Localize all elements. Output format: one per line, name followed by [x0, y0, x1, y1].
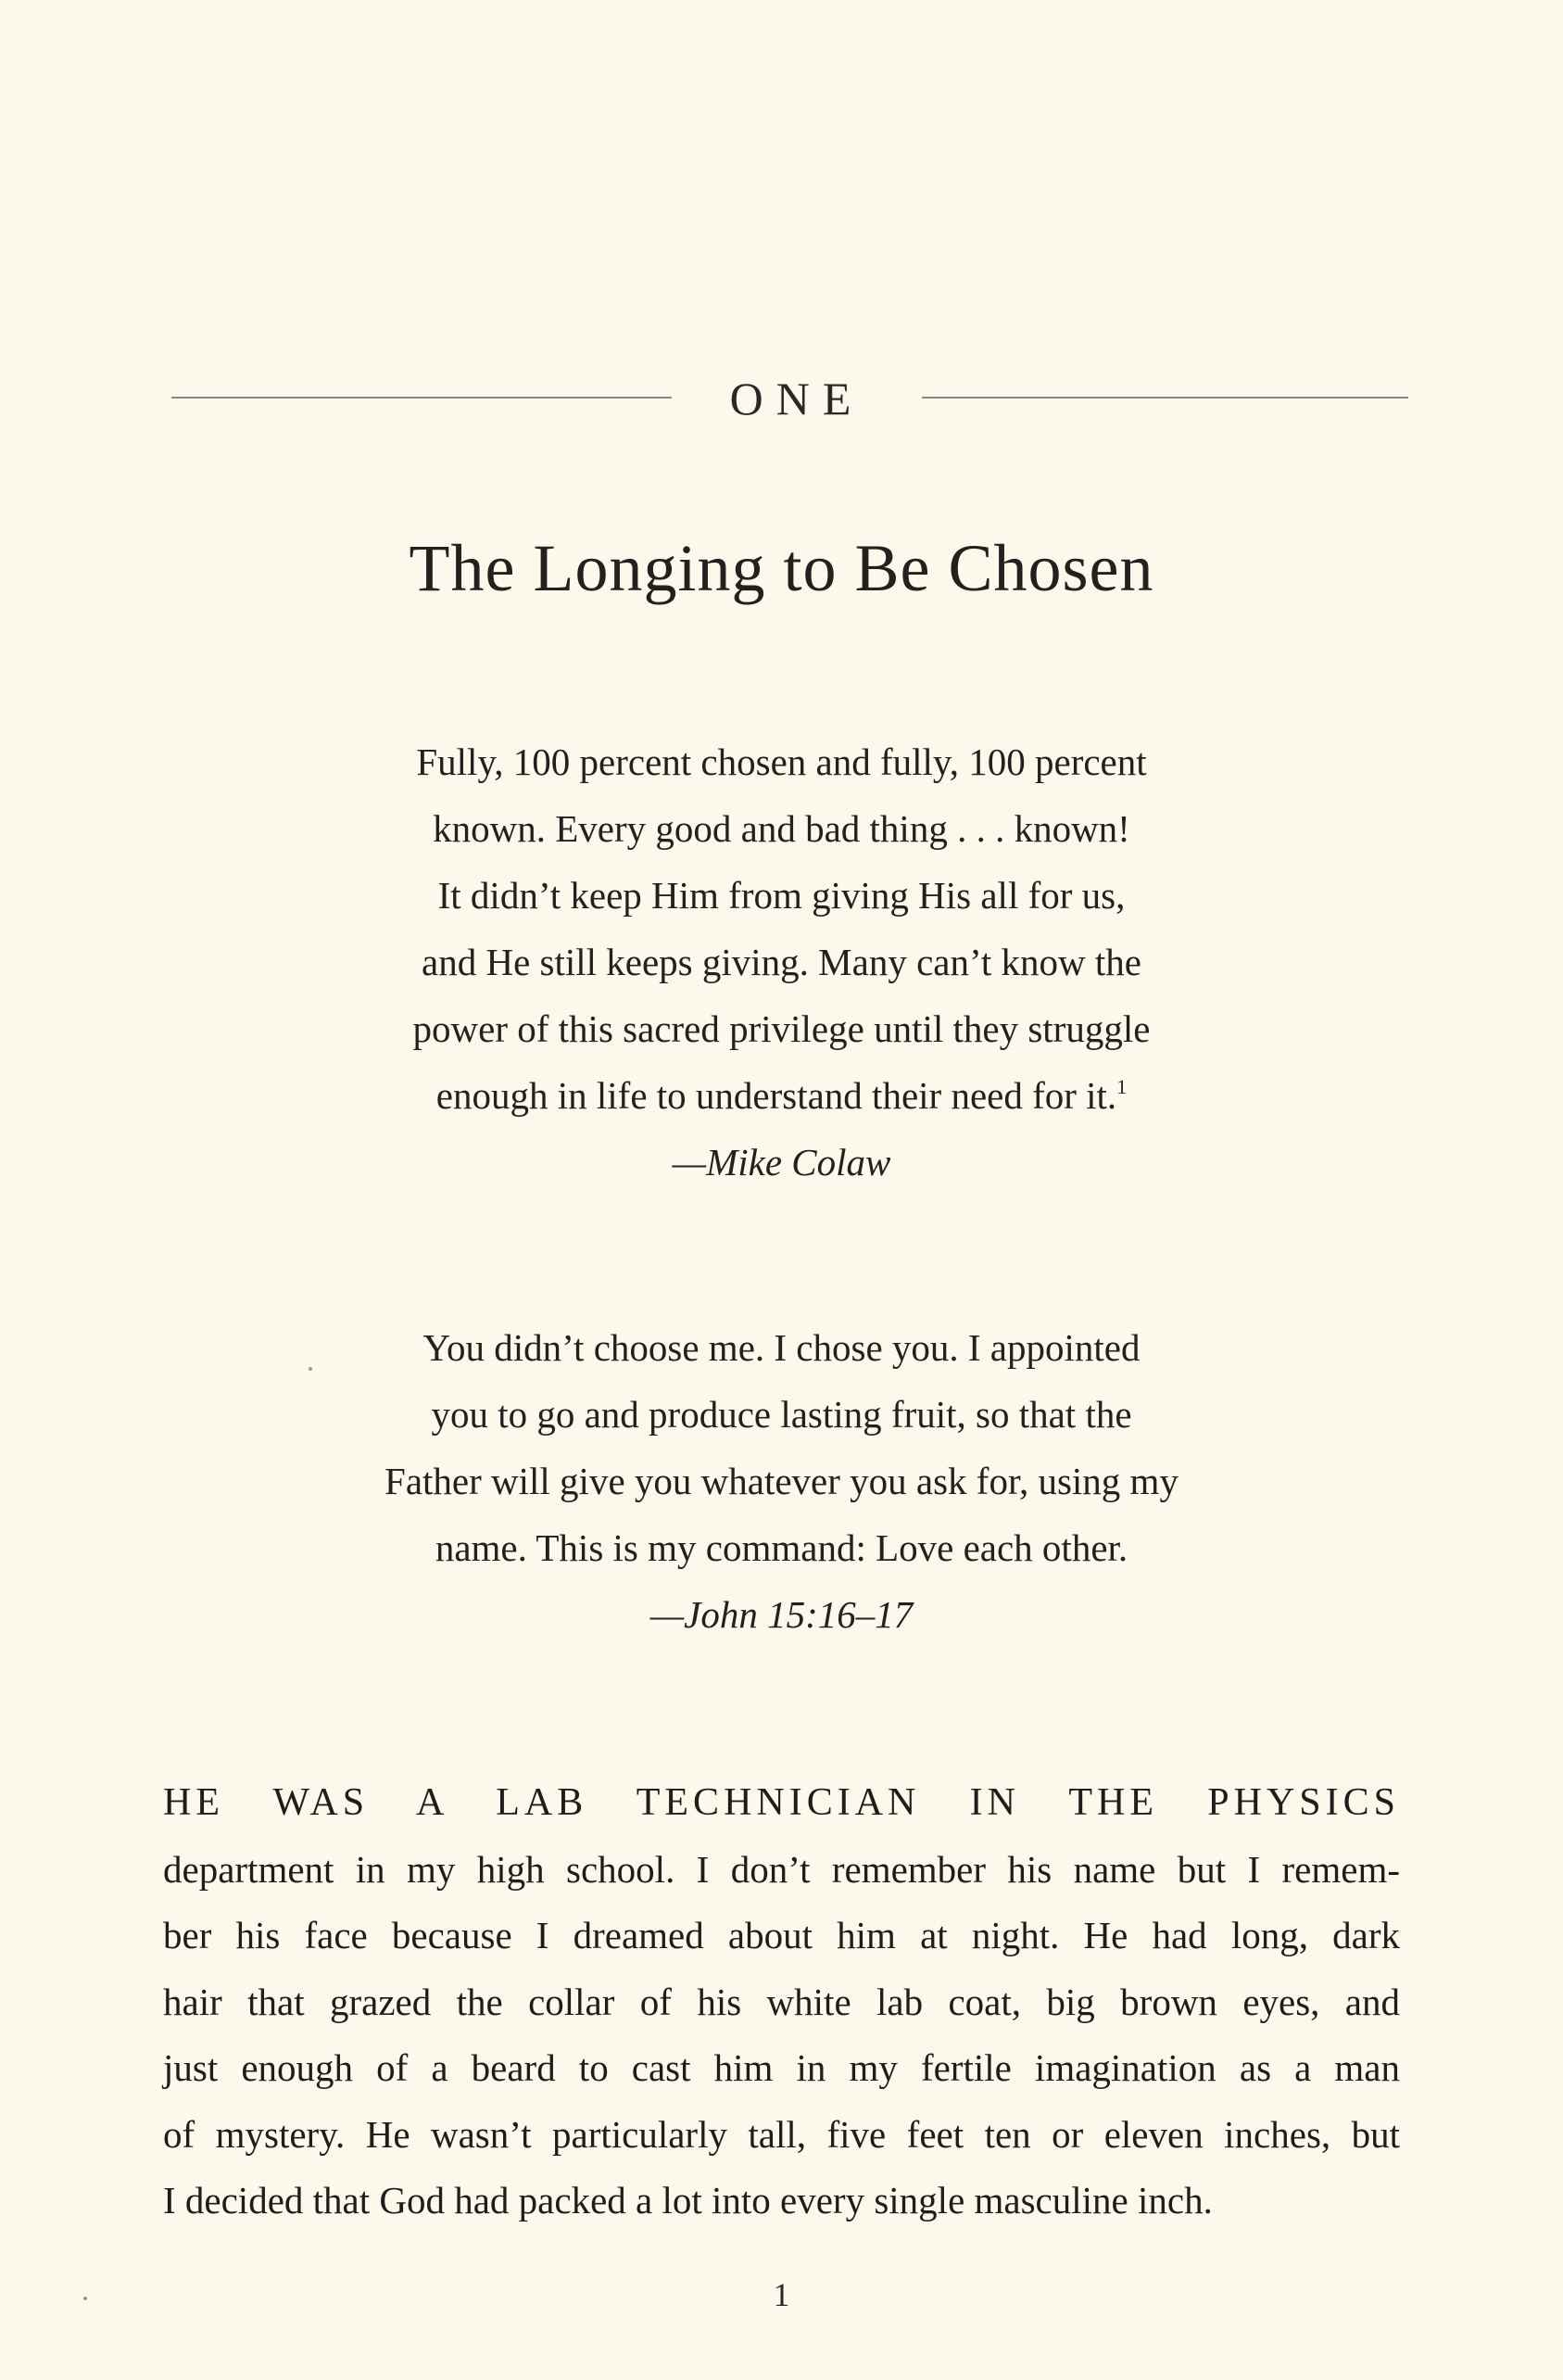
scan-speck	[309, 1367, 312, 1371]
epigraph-line: It didn’t keep Him from giving His all for us,	[437, 874, 1126, 917]
epigraph-attribution: —Mike Colaw	[672, 1141, 891, 1184]
epigraph-line-text: enough in life to understand their need for it.	[435, 1074, 1117, 1117]
paragraph-line: I decided that God had packed a lot into every single masculine inch.	[163, 2179, 1213, 2222]
epigraph-line-last	[278, 1062, 1285, 1129]
divider-right	[922, 397, 1408, 399]
footnote-marker: 1	[1116, 1075, 1128, 1098]
chapter-heading	[171, 366, 1408, 431]
chapter-number: ONE	[729, 373, 864, 424]
paragraph-line-small-caps: HE WAS A LAB TECHNICIAN IN THE PHYSICS	[163, 1781, 1400, 1824]
page-number: 1	[773, 2276, 790, 2313]
epigraph-attribution: —John 15:16–17	[649, 1593, 914, 1636]
epigraph-line: and He still keeps giving. Many can’t know the	[422, 941, 1141, 983]
paragraph-line: department in my high school. I don’t remember his name but I remem-	[163, 1847, 1400, 1891]
chapter-title: The Longing to Be Chosen	[409, 531, 1154, 605]
epigraph-scripture	[278, 1314, 1285, 1648]
epigraph-line: Father will give you whatever you ask for, using my	[384, 1460, 1179, 1502]
scan-speck	[83, 2297, 87, 2300]
paragraph-line: just enough of a beard to cast him in my fertile imagination as a man	[163, 2046, 1400, 2089]
epigraph-colaw	[278, 728, 1285, 1196]
epigraph-line: Fully, 100 percent chosen and fully, 100 percent	[416, 741, 1147, 783]
paragraph-line: of mystery. He wasn’t particularly tall, five feet ten or eleven inches, but	[163, 2112, 1400, 2156]
divider-left	[171, 397, 672, 399]
paragraph-line: ber his face because I dreamed about him at night. He had long, dark	[163, 1914, 1400, 1956]
epigraph-line: you to go and produce lasting fruit, so that the	[431, 1393, 1132, 1436]
paragraph-line: hair that grazed the collar of his white lab coat, big brown eyes, and	[163, 1980, 1400, 2023]
epigraph-line: known. Every good and bad thing . . . known!	[433, 807, 1130, 850]
epigraph-line: You didn’t choose me. I chose you. I appointed	[422, 1326, 1141, 1369]
epigraph-line: name. This is my command: Love each other.	[435, 1526, 1128, 1569]
body-paragraph	[163, 1770, 1400, 2234]
epigraph-line: power of this sacred privilege until they struggle	[412, 1007, 1151, 1050]
